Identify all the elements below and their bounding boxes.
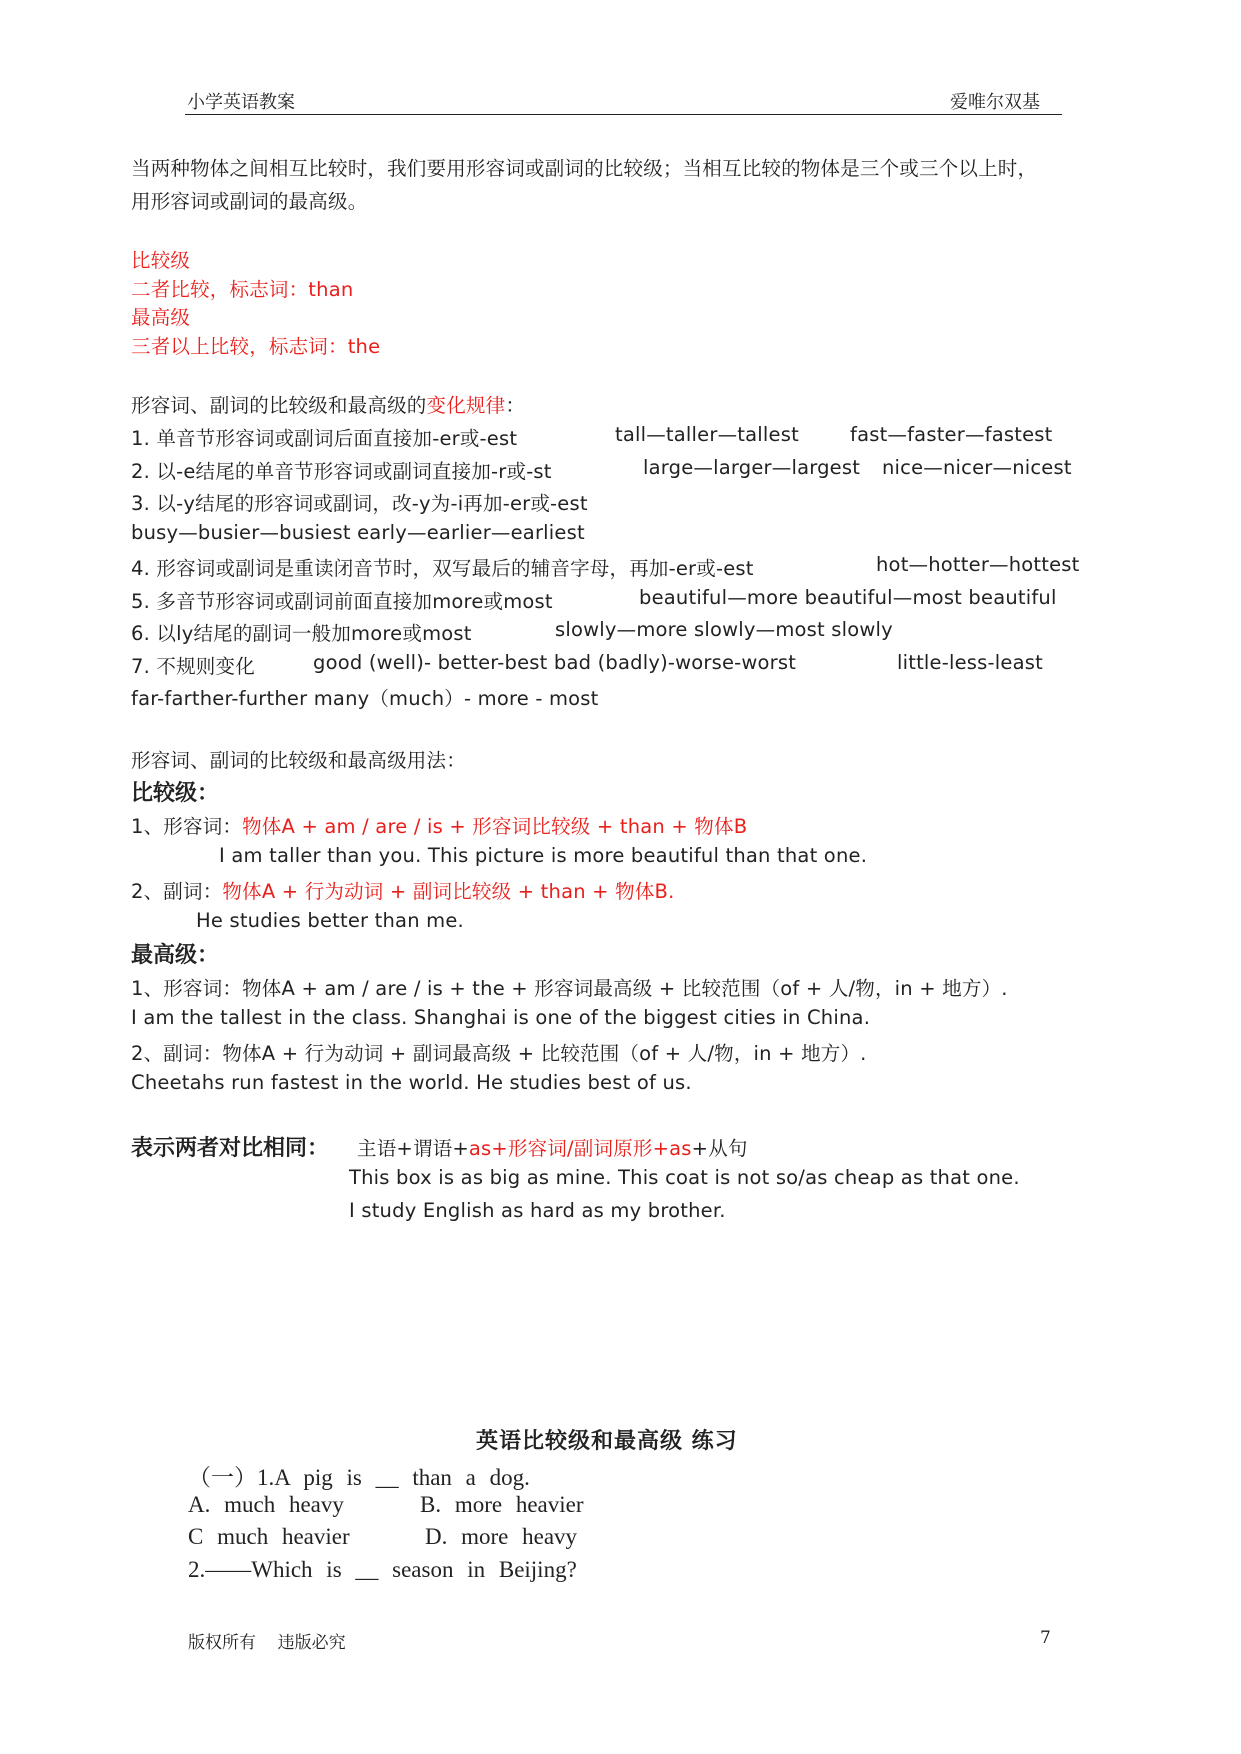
superlative-adj: 1、形容词：物体A + am / are / is + the + 形容词最高级 + 比较范围（of + 人/物，in + 地方）. [131, 977, 1008, 1000]
exercise-q1-option-c: C much heavier [188, 1524, 350, 1549]
rule-6-example: slowly—more slowly—most slowly [555, 618, 893, 641]
exercise-q1-option-b: B. more heavier [420, 1492, 584, 1517]
rule-7-example-1: good (well)- better-best bad (badly)-worse-worst [313, 651, 797, 674]
same-example-2: I study English as hard as my brother. [349, 1199, 726, 1222]
rule-3: 3. 以-y结尾的形容词或副词，改-y为-i再加-er或-est [131, 492, 588, 515]
comparative-adv: 2、副词：物体A + 行为动词 + 副词比较级 + than + 物体B. [131, 880, 675, 903]
superlative-title: 最高级： [131, 943, 220, 968]
comparative-adv-example: He studies better than me. [196, 909, 464, 932]
page-number: 7 [1040, 1628, 1051, 1648]
rule-4: 4. 形容词或副词是重读闭音节时，双写最后的辅音字母，再加-er或-est [131, 557, 754, 580]
header-left: 小学英语教案 [187, 92, 295, 113]
rule-4-example: hot—hotter—hottest [876, 553, 1080, 576]
same-title: 表示两者对比相同： [131, 1136, 330, 1161]
exercise-q1: （一）1.A pig is __ than a dog. [188, 1465, 530, 1490]
comparative-adj: 1、形容词：物体A + am / are / is + 形容词比较级 + than + 物体B [131, 815, 748, 838]
exercise-q2: 2.——Which is __ season in Beijing? [188, 1557, 577, 1582]
header-right: 爱唯尔双基 [950, 92, 1040, 113]
usage-heading: 形容词、副词的比较级和最高级用法： [131, 749, 466, 772]
rule-2: 2. 以-e结尾的单音节形容词或副词直接加-r或-st [131, 460, 552, 483]
rule-3-example: busy—busier—busiest early—earlier—earliest [131, 521, 585, 544]
intro-line-1: 当两种物体之间相互比较时，我们要用形容词或副词的比较级；当相互比较的物体是三个或三个以上时， [131, 157, 1038, 180]
rule-2-example-2: nice—nicer—nicest [882, 456, 1072, 479]
rule-5-example: beautiful—more beautiful—most beautiful [639, 586, 1057, 609]
header-rule [185, 114, 1062, 115]
rules-heading: 形容词、副词的比较级和最高级的变化规律： [131, 394, 526, 417]
rule-7: 7. 不规则变化 [131, 655, 255, 678]
exercise-q1-option-a: A. much heavy [188, 1492, 344, 1517]
rule-1-example-2: fast—faster—fastest [850, 423, 1053, 446]
note-comparative-marker: 二者比较，标志词：than [131, 278, 354, 301]
footer-copyright: 版权所有 违版必究 [188, 1633, 346, 1653]
note-comparative: 比较级 [131, 249, 191, 272]
rule-2-example-1: large—larger—largest [643, 456, 861, 479]
rule-5: 5. 多音节形容词或副词前面直接加more或most [131, 590, 553, 613]
exercise-title: 英语比较级和最高级 练习 [476, 1428, 738, 1454]
rule-6: 6. 以ly结尾的副词一般加more或most [131, 622, 472, 645]
superlative-adj-example: I am the tallest in the class. Shanghai is one of the biggest cities in China. [131, 1006, 871, 1029]
comparative-adj-example: I am taller than you. This picture is more beautiful than that one. [219, 844, 868, 867]
note-superlative-marker: 三者以上比较，标志词：the [131, 335, 381, 358]
rule-7-example-3: far-farther-further many（much）- more - most [131, 687, 599, 710]
exercise-q1-option-d: D. more heavy [425, 1524, 578, 1549]
superlative-adv-example: Cheetahs run fastest in the world. He studies best of us. [131, 1071, 692, 1094]
intro-line-2: 用形容词或副词的最高级。 [131, 190, 368, 213]
rule-7-example-2: little-less-least [897, 651, 1043, 674]
same-formula: 主语+谓语+as+形容词/副词原形+as+从句 [357, 1137, 748, 1160]
rule-1: 1. 单音节形容词或副词后面直接加-er或-est [131, 427, 518, 450]
note-superlative: 最高级 [131, 306, 191, 329]
superlative-adv: 2、副词：物体A + 行为动词 + 副词最高级 + 比较范围（of + 人/物，in + 地方）. [131, 1042, 867, 1065]
comparative-title: 比较级： [131, 781, 220, 806]
same-example-1: This box is as big as mine. This coat is not so/as cheap as that one. [349, 1166, 1020, 1189]
rule-1-example-1: tall—taller—tallest [615, 423, 799, 446]
